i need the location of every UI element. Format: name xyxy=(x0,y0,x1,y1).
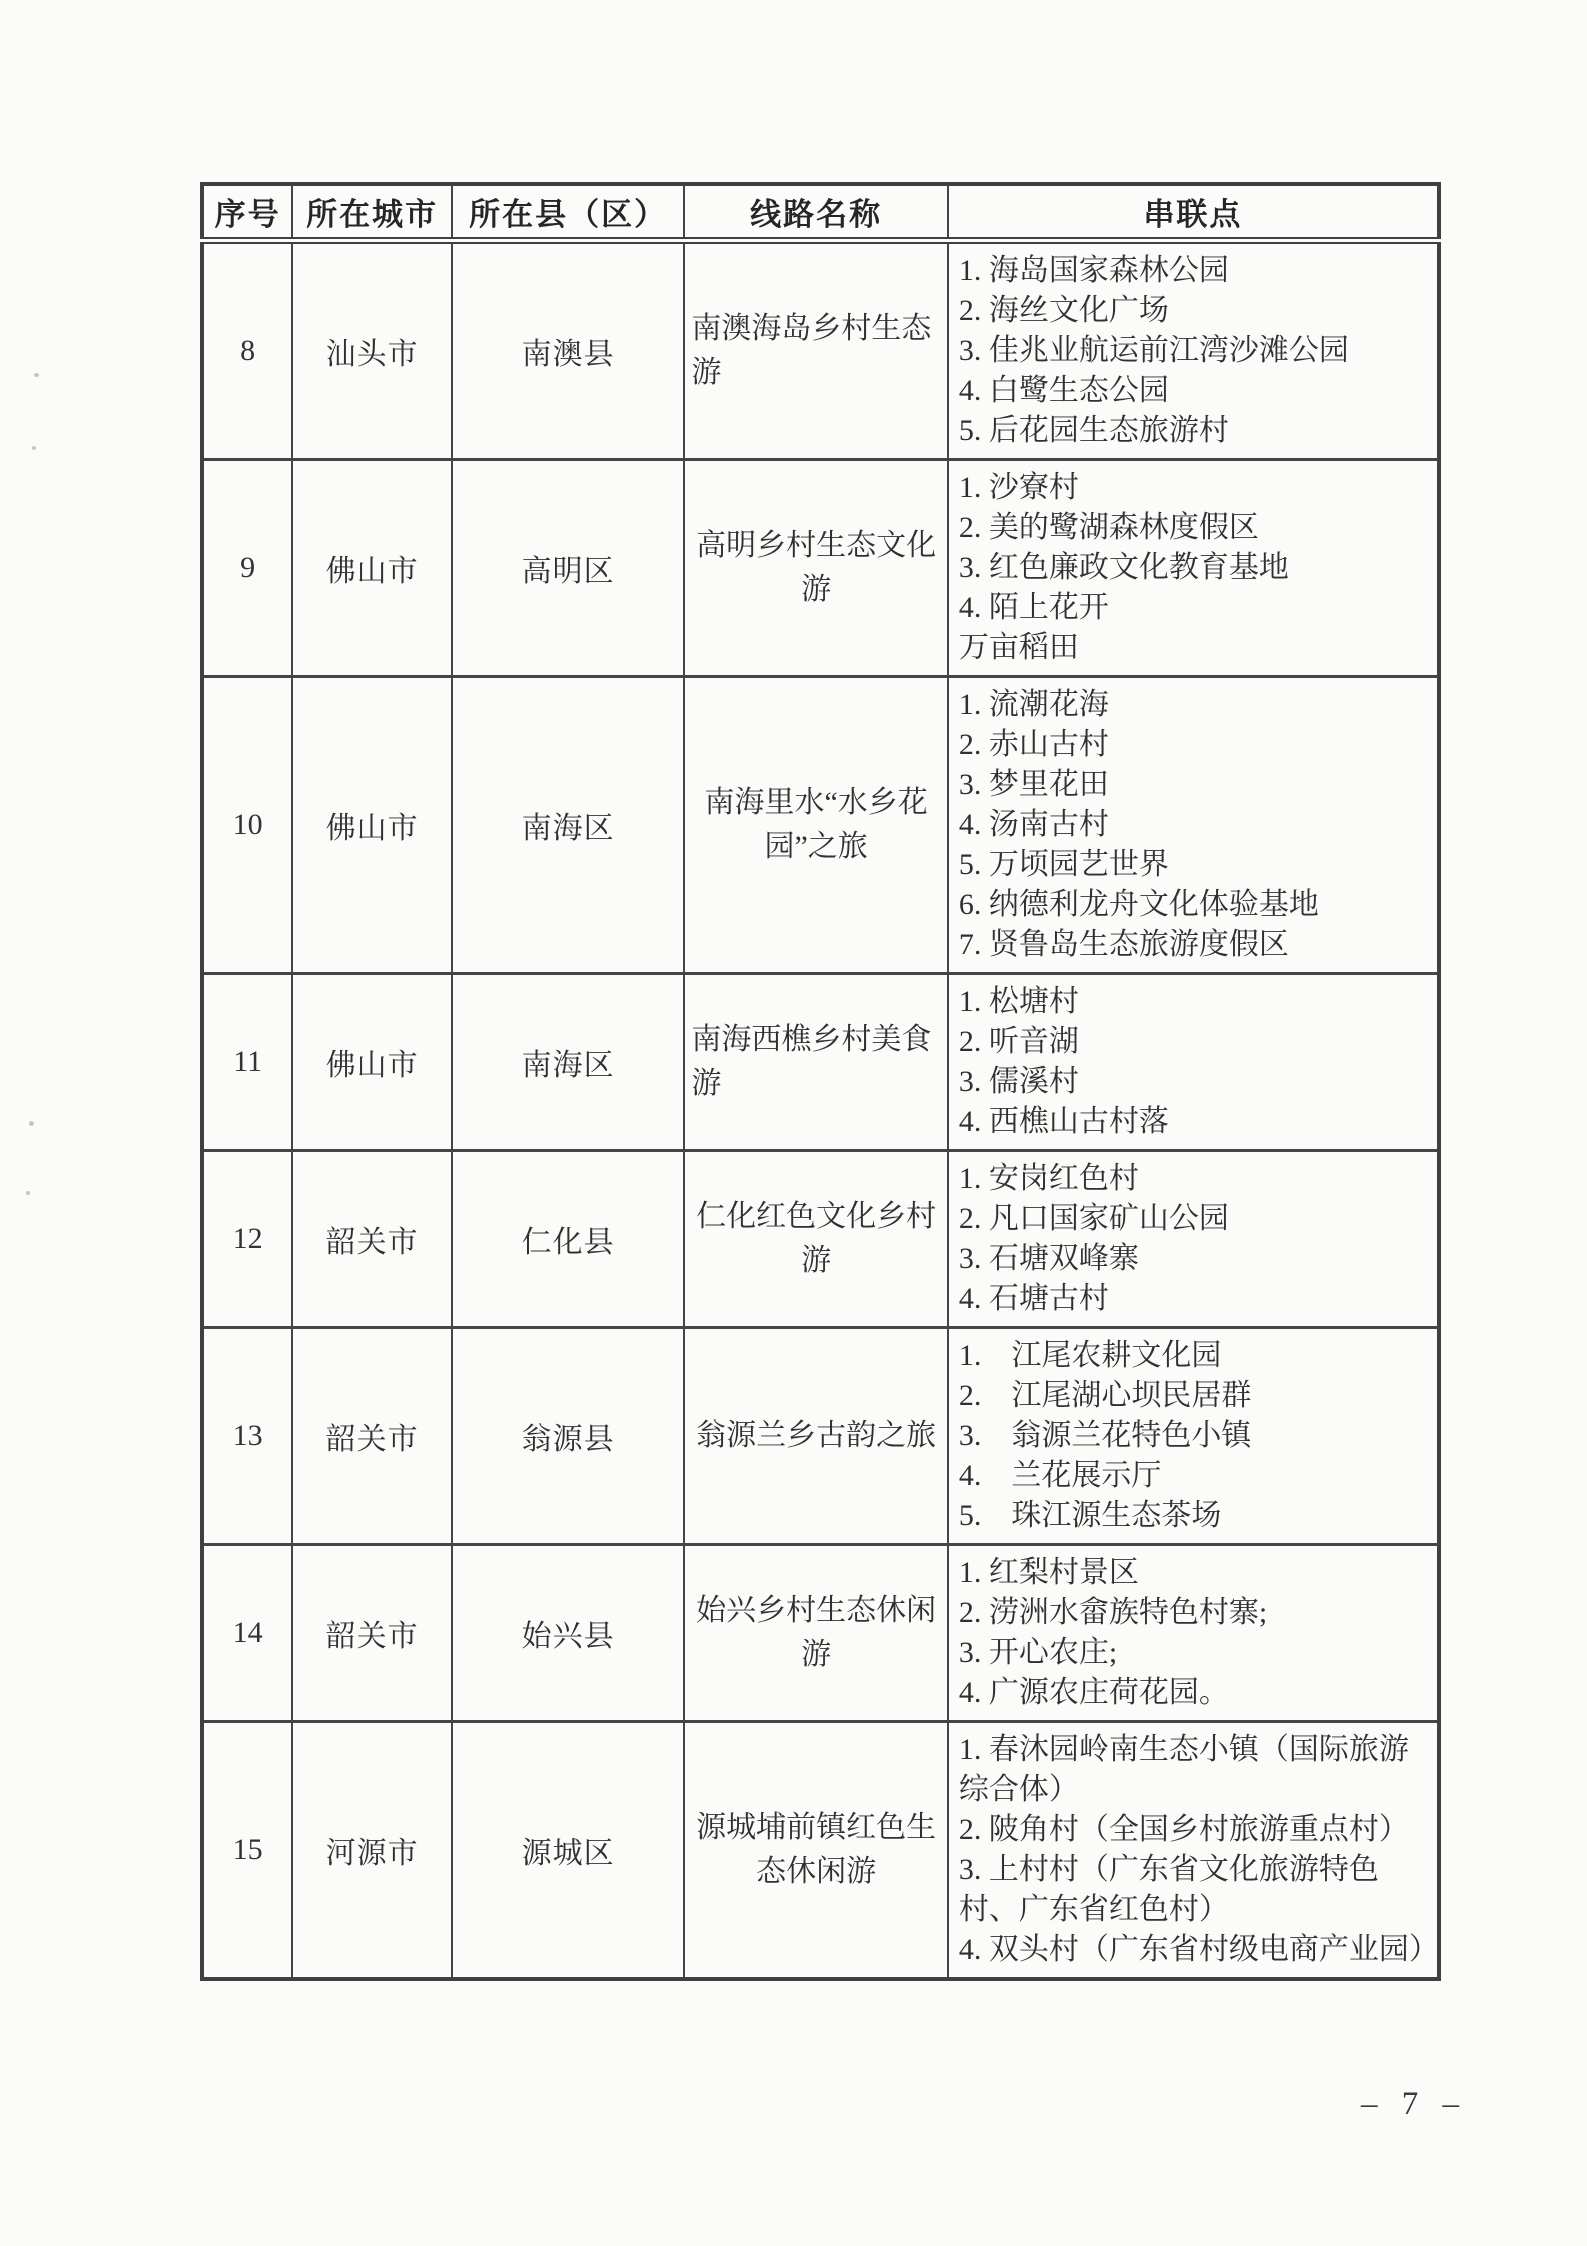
seq-cell: 13 xyxy=(202,1327,292,1544)
point-item: 4. 白鹭生态公园 xyxy=(958,373,1169,407)
point-item: 4. 西樵山古村落 xyxy=(958,1104,1169,1138)
city-cell: 汕头市 xyxy=(292,240,452,459)
points-cell xyxy=(948,1544,1439,1721)
points-cell xyxy=(948,240,1439,459)
point-item: 2. 涝洲水畲族特色村寨; xyxy=(958,1595,1268,1629)
points-cell xyxy=(948,676,1439,973)
table-body xyxy=(202,240,1439,1979)
table-row xyxy=(202,1150,1439,1327)
city-cell: 佛山市 xyxy=(292,676,452,973)
route-name-cell: 高明乡村生态文化游 xyxy=(684,459,947,676)
county-cell: 南澳县 xyxy=(452,240,685,459)
header-cell-city: 所在城市 xyxy=(292,184,452,240)
point-item: 1. 春沐园岭南生态小镇（国际旅游综合体） xyxy=(958,1732,1409,1806)
points-cell xyxy=(948,459,1439,676)
route-name-cell: 南海西樵乡村美食游 xyxy=(684,973,947,1150)
point-item: 3. 梦里花田 xyxy=(958,767,1109,801)
point-item: 5. 万顷园艺世界 xyxy=(958,847,1169,881)
point-item: 3. 佳兆业航运前江湾沙滩公园 xyxy=(958,333,1349,367)
point-item: 1. 红梨村景区 xyxy=(958,1555,1139,1589)
header-cell-seq: 序号 xyxy=(202,184,292,240)
header-cell-route-name: 线路名称 xyxy=(684,184,947,240)
county-cell: 源城区 xyxy=(452,1721,685,1979)
table-row xyxy=(202,1544,1439,1721)
point-item: 7. 贤鲁岛生态旅游度假区 xyxy=(958,927,1289,961)
table-row xyxy=(202,1327,1439,1544)
city-cell: 韶关市 xyxy=(292,1327,452,1544)
scan-speck xyxy=(26,1191,30,1195)
seq-cell: 11 xyxy=(202,973,292,1150)
points-cell xyxy=(948,1327,1439,1544)
route-name-cell: 翁源兰乡古韵之旅 xyxy=(684,1327,947,1544)
county-cell: 南海区 xyxy=(452,676,685,973)
points-cell xyxy=(948,973,1439,1150)
point-item: 1. 海岛国家森林公园 xyxy=(958,253,1229,287)
city-cell: 佛山市 xyxy=(292,459,452,676)
route-name-cell: 仁化红色文化乡村游 xyxy=(684,1150,947,1327)
table-row xyxy=(202,459,1439,676)
point-item: 2. 江尾湖心坝民居群 xyxy=(958,1378,1252,1412)
point-item: 万亩稻田 xyxy=(958,630,1079,664)
point-item: 3. 儒溪村 xyxy=(958,1064,1079,1098)
page-number: – 7 – xyxy=(1361,2086,1459,2122)
route-name-cell: 南海里水“水乡花园”之旅 xyxy=(684,676,947,973)
city-cell: 河源市 xyxy=(292,1721,452,1979)
scan-speck xyxy=(29,1121,34,1126)
seq-cell: 8 xyxy=(202,240,292,459)
table-row xyxy=(202,676,1439,973)
county-cell: 南海区 xyxy=(452,973,685,1150)
point-item: 2. 凡口国家矿山公园 xyxy=(958,1201,1229,1235)
scan-speck xyxy=(34,373,39,377)
point-item: 2. 赤山古村 xyxy=(958,727,1109,761)
point-item: 4. 广源农庄荷花园。 xyxy=(958,1675,1229,1709)
point-item: 4. 石塘古村 xyxy=(958,1281,1109,1315)
county-cell: 仁化县 xyxy=(452,1150,685,1327)
point-item: 2. 美的鹭湖森林度假区 xyxy=(958,510,1259,544)
point-item: 1. 安岗红色村 xyxy=(958,1161,1139,1195)
route-name-cell: 源城埔前镇红色生态休闲游 xyxy=(684,1721,947,1979)
point-item: 1. 流潮花海 xyxy=(958,687,1109,721)
header-row xyxy=(202,184,1439,240)
header-cell-points: 串联点 xyxy=(948,184,1439,240)
seq-cell: 10 xyxy=(202,676,292,973)
point-item: 3. 红色廉政文化教育基地 xyxy=(958,550,1289,584)
point-item: 2. 听音湖 xyxy=(958,1024,1079,1058)
table-row xyxy=(202,973,1439,1150)
point-item: 1. 松塘村 xyxy=(958,984,1079,1018)
point-item: 4. 兰花展示厅 xyxy=(958,1458,1162,1492)
point-item: 4. 陌上花开 xyxy=(958,590,1109,624)
seq-cell: 9 xyxy=(202,459,292,676)
point-item: 1. 沙寮村 xyxy=(958,470,1079,504)
county-cell: 始兴县 xyxy=(452,1544,685,1721)
point-item: 4. 汤南古村 xyxy=(958,807,1109,841)
point-item: 4. 双头村（广东省村级电商产业园） xyxy=(958,1932,1439,1966)
scan-speck xyxy=(32,446,36,450)
points-cell xyxy=(948,1150,1439,1327)
point-item: 5. 珠江源生态茶场 xyxy=(958,1498,1222,1532)
city-cell: 韶关市 xyxy=(292,1544,452,1721)
point-item: 6. 纳德利龙舟文化体验基地 xyxy=(958,887,1319,921)
point-item: 3. 翁源兰花特色小镇 xyxy=(958,1418,1252,1452)
routes-table xyxy=(200,182,1441,1981)
table-row xyxy=(202,1721,1439,1979)
route-name-cell: 始兴乡村生态休闲游 xyxy=(684,1544,947,1721)
point-item: 2. 陂角村（全国乡村旅游重点村） xyxy=(958,1812,1409,1846)
point-item: 3. 上村村（广东省文化旅游特色村、广东省红色村） xyxy=(958,1852,1379,1926)
seq-cell: 15 xyxy=(202,1721,292,1979)
header-cell-county: 所在县（区） xyxy=(452,184,685,240)
seq-cell: 14 xyxy=(202,1544,292,1721)
table-row xyxy=(202,240,1439,459)
point-item: 5. 后花园生态旅游村 xyxy=(958,413,1229,447)
county-cell: 高明区 xyxy=(452,459,685,676)
point-item: 3. 石塘双峰寨 xyxy=(958,1241,1139,1275)
route-name-cell: 南澳海岛乡村生态游 xyxy=(684,240,947,459)
county-cell: 翁源县 xyxy=(452,1327,685,1544)
point-item: 2. 海丝文化广场 xyxy=(958,293,1169,327)
seq-cell: 12 xyxy=(202,1150,292,1327)
table-header xyxy=(202,184,1439,240)
points-cell xyxy=(948,1721,1439,1979)
point-item: 1. 江尾农耕文化园 xyxy=(958,1338,1222,1372)
point-item: 3. 开心农庄; xyxy=(958,1635,1118,1669)
city-cell: 韶关市 xyxy=(292,1150,452,1327)
city-cell: 佛山市 xyxy=(292,973,452,1150)
